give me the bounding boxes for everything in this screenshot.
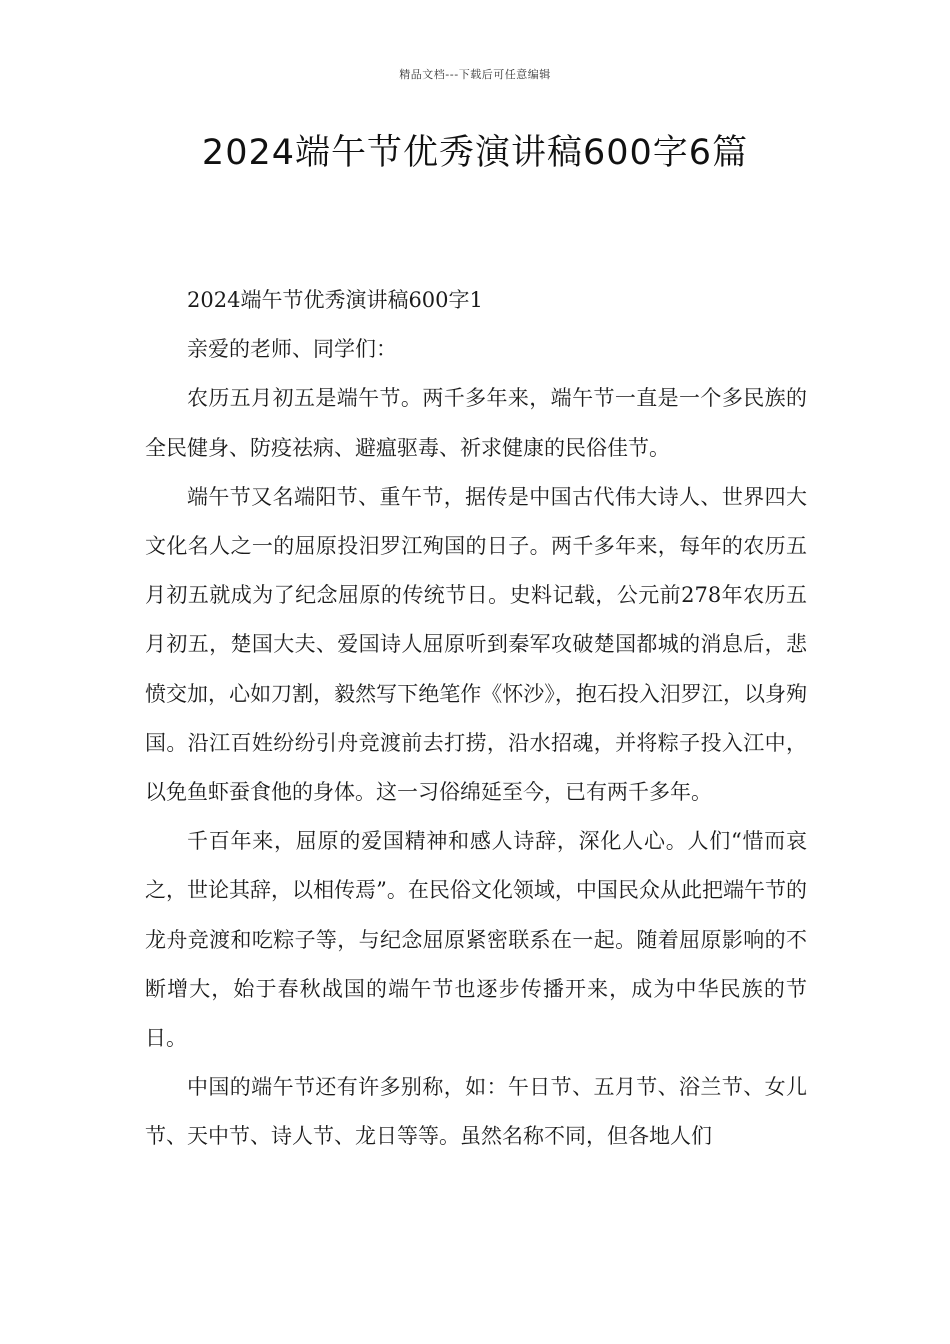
- section-heading: 2024端午节优秀演讲稿600字1: [187, 288, 483, 312]
- header-note: 精品文档---下载后可任意编辑: [399, 68, 551, 81]
- paragraph-2: 端午节又名端阳节、重午节，据传是中国古代伟大诗人、世界四大文化名人之一的屈原投汨罗江殉国的日子。两千多年来，每年的农历五月初五就成为了纪念屈原的传统节日。史料记载，公元前278年农历五月初五，楚国大夫、爱国诗人屈原听到秦军攻破楚国都城的消息后，悲愤交加，心如刀割，毅然写下绝笔作《怀沙》，抱石投入汨罗江，以身殉国。沿江百姓纷纷引舟竞渡前去打捞，沿水招魂，并将粽子投入江中，以免鱼虾蚕食他的身体。这一习俗绵延至今，已有两千多年。: [145, 484, 807, 805]
- paragraph-4: 中国的端午节还有许多别称，如：午日节、五月节、浴兰节、女儿节、天中节、诗人节、龙日等等。虽然名称不同，但各地人们: [145, 1075, 807, 1149]
- paragraph-3: 千百年来，屈原的爱国精神和感人诗辞，深化人心。人们“惜而哀之，世论其辞，以相传焉”。在民俗文化领域，中国民众从此把端午节的龙舟竞渡和吃粽子等，与纪念屈原紧密联系在一起。随着屈原影响的不断增大，始于春秋战国的端午节也逐步传播开来，成为中华民族的节日。: [145, 829, 807, 1051]
- document-title: 2024端午节优秀演讲稿600字6篇: [201, 133, 749, 173]
- document-body: [145, 276, 807, 1162]
- paragraph-1: 农历五月初五是端午节。两千多年来，端午节一直是一个多民族的全民健身、防疫祛病、避瘟驱毒、祈求健康的民俗佳节。: [145, 386, 807, 460]
- greeting: 亲爱的老师、同学们：: [187, 337, 397, 362]
